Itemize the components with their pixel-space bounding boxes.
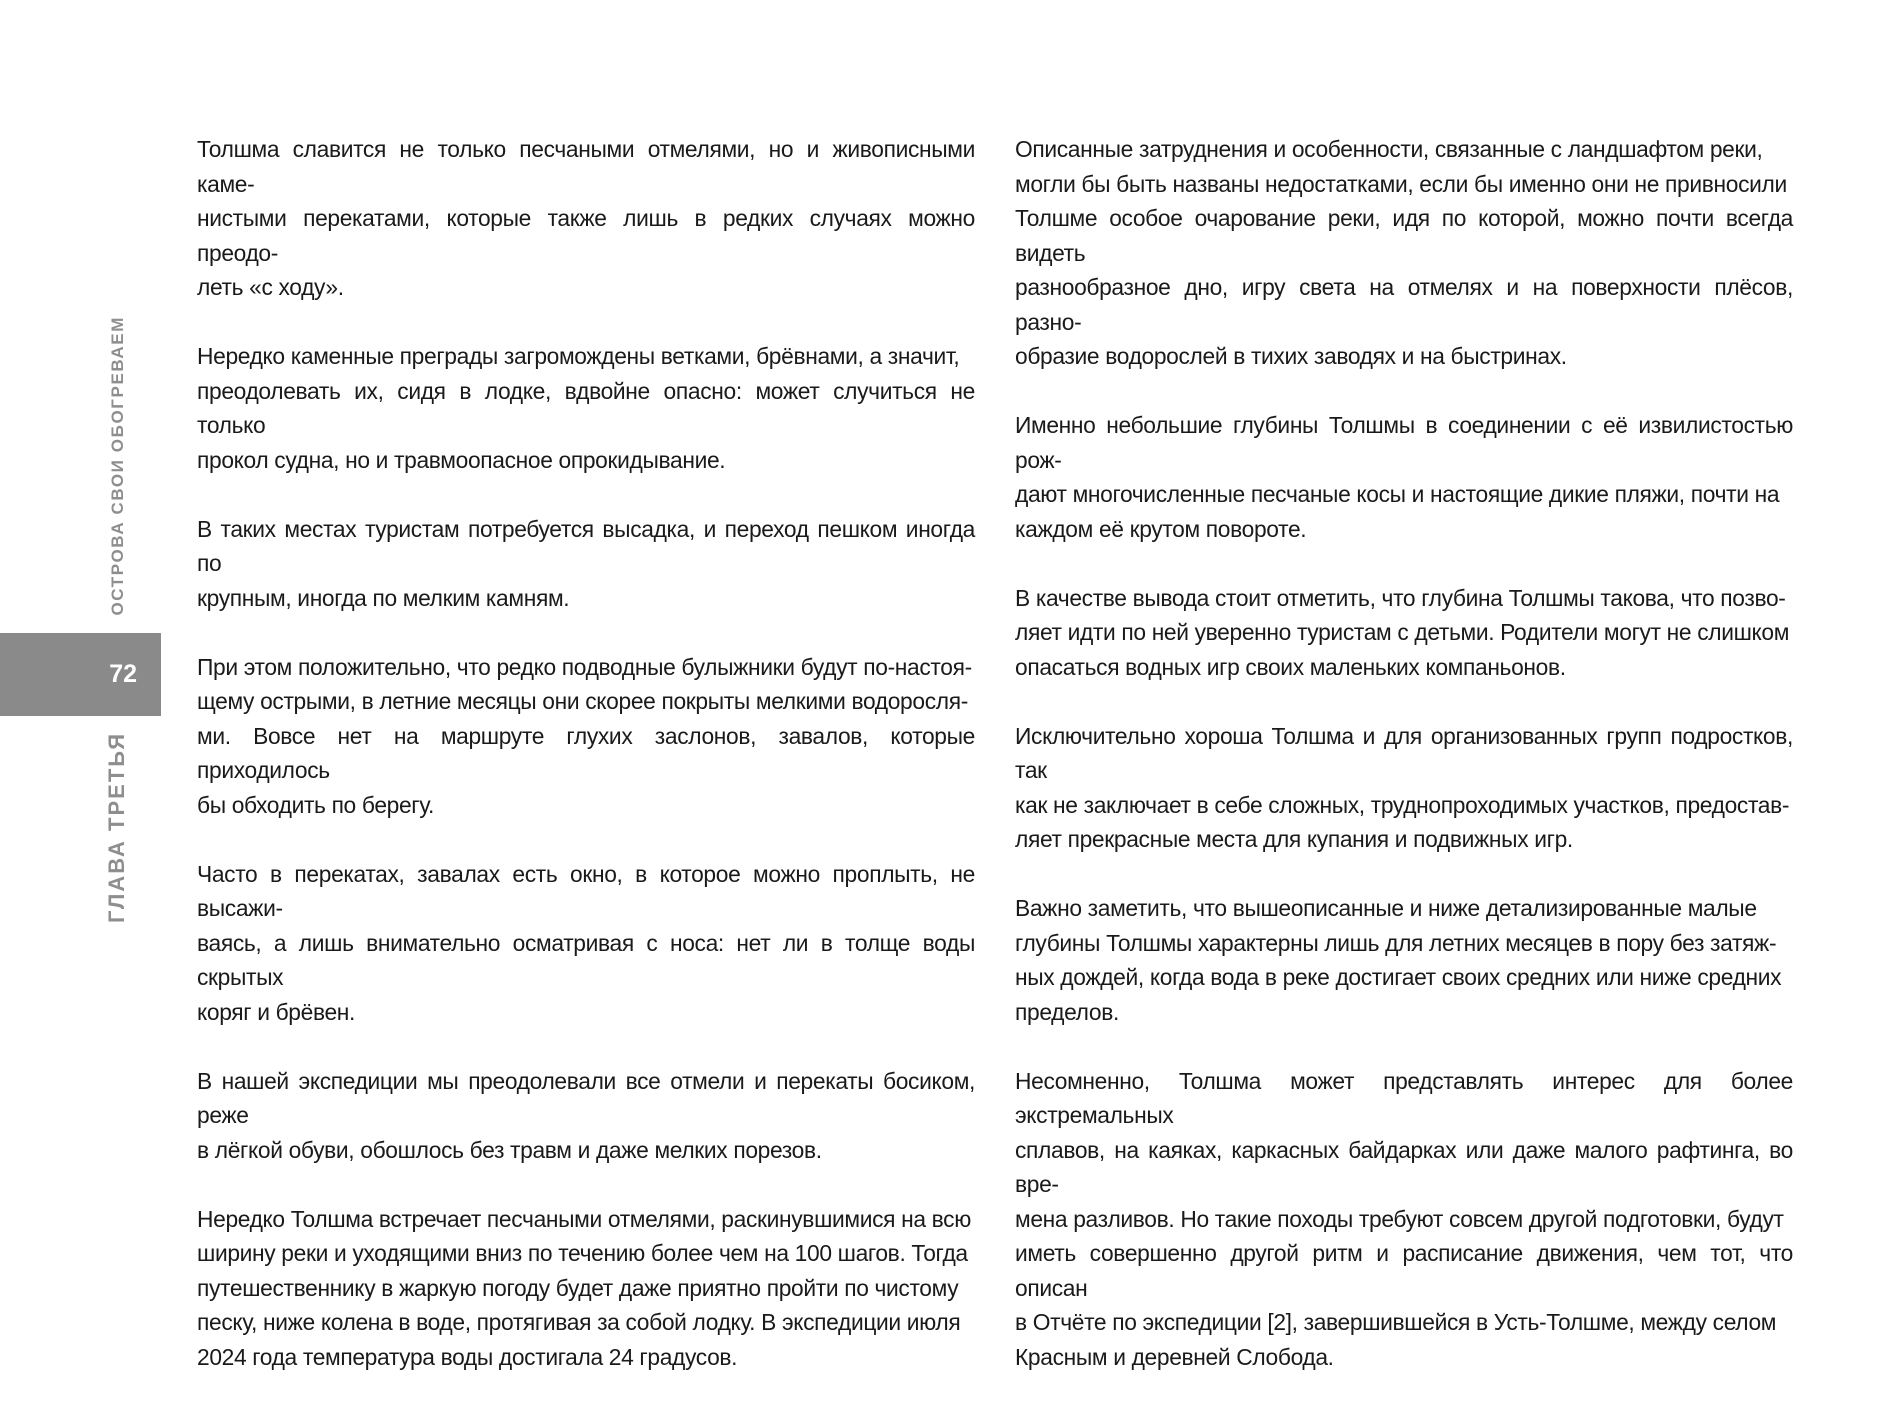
running-header-chapter: ГЛАВА ТРЕТЬЯ bbox=[104, 731, 129, 923]
paragraph: Толшма славится не только песчаными отмелями, но и живописными каме- нистыми перекатами, которые также лишь в редких случаях можно преодо- леть «с ходу». bbox=[197, 136, 975, 300]
paragraph: Несомненно, Толшма может представлять интерес для более экстремальных сплавов, на каяках, каркасных байдарках или даже малого рафтинга, во вре- мена разливов. Но такие походы требуют совсем другой подготовки, будут иметь совершенно другой ритм и расписание движения, чем тот, что описан в Отчёте по экспедиции [2], завершившейся в Усть-Толшме, между селом Красным и деревней Слобода. bbox=[1015, 1067, 1793, 1370]
paragraph: Исключительно хороша Толшма и для организованных групп подростков, так как не заключает в себе сложных, труднопроходимых участков, предостав- ляет прекрасные места для купания и подвижных игр. bbox=[1015, 722, 1793, 852]
page-number-tab bbox=[0, 633, 161, 716]
paragraph: В качестве вывода стоит отметить, что глубина Толшмы такова, что позво- ляет идти по ней уверенно туристам с детьми. Родители могут не слишком опасаться водных игр своих маленьких компаньонов. bbox=[1015, 584, 1790, 680]
paragraph: Часто в перекатах, завалах есть окно, в которое можно проплыть, не высажи- ваясь, а лишь внимательно осматривая с носа: нет ли в толще воды скрытых коряг и брёвен. bbox=[197, 860, 975, 1025]
running-header-section: ОСТРОВА СВОИ ОБОГРЕВАЕМ bbox=[108, 316, 127, 616]
paragraph: Важно заметить, что вышеописанные и ниже детализированные малые глубины Толшмы характерны лишь для летних месяцев в пору без затяж- ных дождей, когда вода в реке достигает своих средних или ниже средних пределов. bbox=[1015, 895, 1782, 1025]
page-number: 72 bbox=[109, 660, 137, 688]
left-text-column bbox=[197, 132, 975, 1409]
paragraph: Описанные затруднения и особенности, связанные с ландшафтом реки, могли бы быть названы недостатками, если бы именно они не привносили Толшме особое очарование реки, идя по которой, можно почти всегда видеть разнообразное дно, игру света на отмелях и на поверхности плёсов, разно- образие водорослей в тихих заводях и на быстринах. bbox=[1015, 136, 1793, 369]
paragraph: В таких местах туристам потребуется высадка, и переход пешком иногда по крупным, иногда по мелким камням. bbox=[197, 515, 975, 611]
paragraph: Именно небольшие глубины Толшмы в соединении с её извилистостью рож- дают многочисленные песчаные косы и настоящие дикие пляжи, почти на каждом её крутом повороте. bbox=[1015, 412, 1793, 542]
paragraph: Нередко каменные преграды загромождены ветками, брёвнами, а значит, преодолевать их, сидя в лодке, вдвойне опасно: может случиться не только прокол судна, но и травмоопасное опрокидывание. bbox=[197, 343, 975, 473]
right-text-column bbox=[1015, 132, 1793, 1409]
paragraph: Нередко Толшма встречает песчаными отмелями, раскинувшимися на всю ширину реки и уходящими вниз по течению более чем на 100 шагов. Тогда путешественнику в жаркую погоду будет даже приятно пройти по чистому песку, ниже колена в воде, протягивая за собой лодку. В экспедиции июля 2024 года температура воды достигала 24 градусов. bbox=[197, 1205, 971, 1370]
paragraph: При этом положительно, что редко подводные булыжники будут по-настоя- щему острыми, в летние месяцы они скорее покрыты мелкими водоросля- ми. Вовсе нет на маршруте глухих заслонов, завалов, которые приходилось бы обходить по берегу. bbox=[197, 653, 975, 818]
paragraph: В нашей экспедиции мы преодолевали все отмели и перекаты босиком, реже в лёгкой обуви, обошлось без травм и даже мелких порезов. bbox=[197, 1067, 975, 1163]
